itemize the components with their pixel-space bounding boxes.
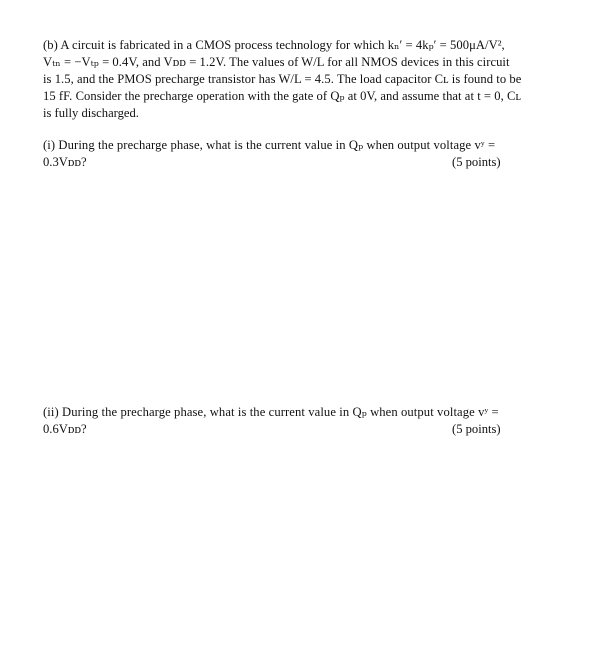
- question-i-points: (5 points): [452, 155, 501, 169]
- question-ii-line-1: (ii) During the precharge phase, what is the current value in Qₚ when output voltage vʸ =: [43, 405, 499, 419]
- question-i-line-1: (i) During the precharge phase, what is the current value in Qₚ when output voltage vʸ =: [43, 138, 496, 152]
- part-b-line-1: (b) A circuit is fabricated in a CMOS process technology for which kₙ′ = 4kₚ′ = 500μA/V²,: [43, 38, 505, 52]
- question-ii-line-2: 0.6Vᴅᴅ?: [43, 422, 87, 436]
- question-i-line-2: 0.3Vᴅᴅ?: [43, 155, 87, 169]
- question-ii-points: (5 points): [452, 422, 501, 436]
- part-b-line-2: Vₜₙ = −Vₜₚ = 0.4V, and Vᴅᴅ = 1.2V. The values of W/L for all NMOS devices in this circuit: [43, 55, 510, 69]
- part-b-line-3: is 1.5, and the PMOS precharge transistor has W/L = 4.5. The load capacitor Cʟ is found to be: [43, 72, 522, 86]
- part-b-line-5: is fully discharged.: [43, 106, 139, 120]
- part-b-line-4: 15 fF. Consider the precharge operation with the gate of Qₚ at 0V, and assume that at t = 0, Cʟ: [43, 89, 521, 103]
